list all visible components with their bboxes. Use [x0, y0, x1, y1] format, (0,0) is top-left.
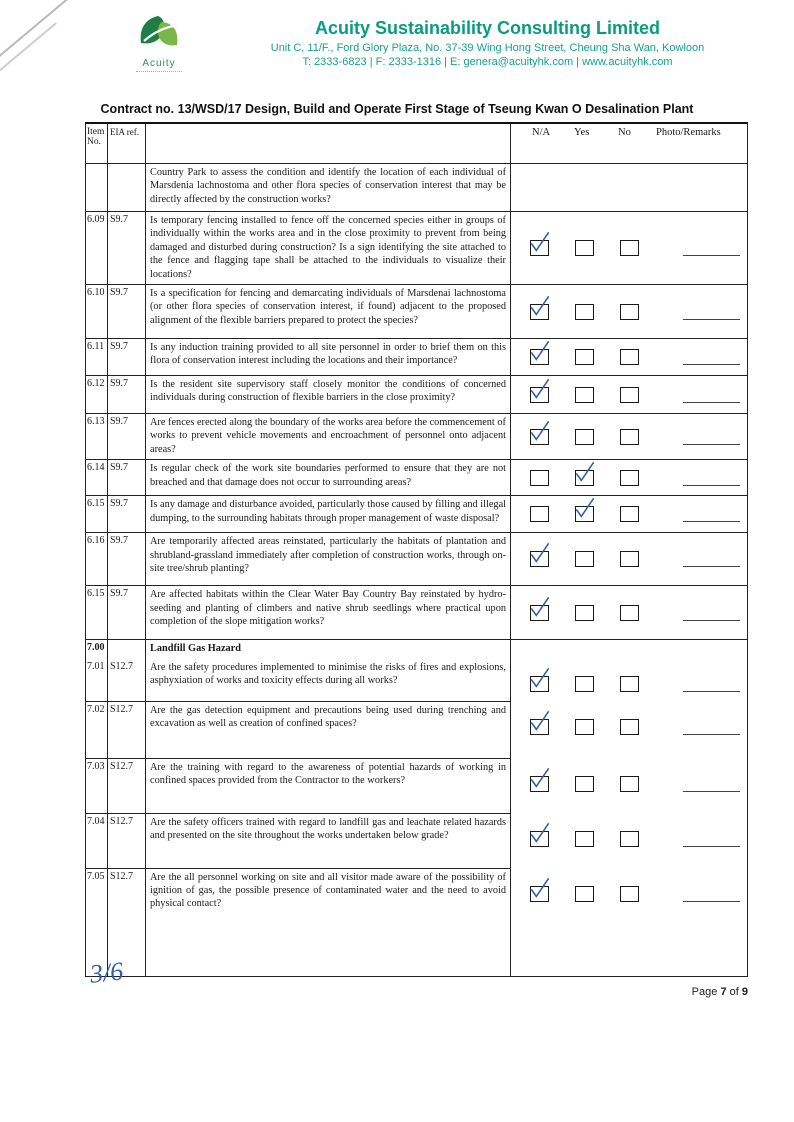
row-item-no: 6.13 [86, 414, 108, 460]
row-question: Is regular check of the work site boundaries performed to ensure that they are not breached and that damage does not occur to surrounding areas? [146, 460, 511, 496]
row-answers [511, 212, 747, 285]
logo-tagline [136, 71, 182, 75]
handwritten-tick-icon [528, 710, 552, 734]
row-item-no: 7.05 [86, 869, 108, 976]
table-row [86, 212, 747, 285]
row-item-no: 7.04 [86, 814, 108, 869]
row-eia-ref: S12.7 [108, 759, 146, 814]
table-row [86, 759, 747, 814]
company-name: Acuity Sustainability Consulting Limited [314, 18, 661, 38]
row-eia-ref: S9.7 [108, 339, 146, 376]
remarks-blank-line [683, 364, 740, 365]
row-item-no: 6.10 [86, 285, 108, 339]
row-question: Is temporary fencing installed to fence off the concerned species either in groups of individually within the works area and in the close proximity to prevent from being damaged and disturbed during construction? Is a sign identifying the site attached to the fence and flagging tape shall be attached to the individuals to visualize their locations? [146, 212, 511, 285]
row-item-no: 7.00 [86, 640, 108, 658]
row-question: Is the resident site supervisory staff closely monitor the conditions of concerned individuals during construction of flexible barriers in the close proximity? [146, 376, 511, 414]
table-row [86, 164, 747, 212]
row-question: Is a specification for fencing and demarcating individuals of Marsdenai lachnostoma (or other flora species of conservation interest, if found) adjacent to the proposed alignment of the flexible barriers prepared to protect the species? [146, 285, 511, 339]
row-item-no: 6.09 [86, 212, 108, 285]
checkbox-na [530, 304, 549, 320]
table-row [86, 640, 747, 658]
row-answers [511, 759, 747, 814]
row-eia-ref [108, 640, 146, 658]
checklist-rows [86, 164, 747, 976]
row-question: Landfill Gas Hazard [146, 640, 511, 658]
page-total: 9 [741, 986, 748, 998]
checkbox-na [530, 719, 549, 735]
row-eia-ref: S9.7 [108, 212, 146, 285]
checkbox-no [620, 387, 639, 403]
handwritten-mark: 3/6 [88, 956, 125, 989]
row-item-no: 6.11 [86, 339, 108, 376]
row-item-no: 7.01 [86, 659, 108, 702]
row-answers [511, 496, 747, 533]
row-eia-ref: S9.7 [108, 586, 146, 640]
handwritten-tick-icon [528, 596, 552, 620]
table-row [86, 533, 747, 586]
checkbox-group [511, 429, 747, 445]
checkbox-no [620, 676, 639, 692]
row-question: Are the safety officers trained with regard to landfill gas and leachate related hazards and presented on the site throughout the works undertaken below grade? [146, 814, 511, 869]
checkbox-no [620, 240, 639, 256]
row-item-no: 6.12 [86, 376, 108, 414]
row-eia-ref: S9.7 [108, 460, 146, 496]
row-item-no: 7.03 [86, 759, 108, 814]
checkbox-yes [575, 506, 594, 522]
checkbox-group [511, 387, 747, 403]
checkbox-yes [575, 605, 594, 621]
table-row [86, 814, 747, 869]
remarks-blank-line [683, 402, 740, 403]
company-logo [124, 14, 194, 75]
row-answers [511, 414, 747, 460]
checkbox-no [620, 349, 639, 365]
header-col-photo-remarks: Photo/Remarks [656, 127, 721, 138]
handwritten-tick-icon [528, 767, 552, 791]
checkbox-no [620, 776, 639, 792]
handwritten-tick-icon [528, 295, 552, 319]
row-item-no: 6.16 [86, 533, 108, 586]
row-answers [511, 659, 747, 702]
checkbox-group [511, 551, 747, 567]
row-question: Are affected habitats within the Clear Water Bay Country Bay reinstated by hydro-seeding and planting of climbers and native shrub seedlings where practical upon completion of the slope mitigation works? [146, 586, 511, 640]
header-eia-ref: EIA ref. [108, 124, 146, 164]
row-eia-ref: S9.7 [108, 414, 146, 460]
table-row [86, 285, 747, 339]
handwritten-tick-icon [573, 497, 597, 521]
row-answers [511, 586, 747, 640]
checkbox-group [511, 304, 747, 320]
row-answers [511, 285, 747, 339]
checkbox-no [620, 551, 639, 567]
header-col-yes: Yes [574, 127, 590, 138]
row-answers [511, 640, 747, 658]
remarks-blank-line [683, 255, 740, 256]
checkbox-no [620, 605, 639, 621]
handwritten-tick-icon [528, 542, 552, 566]
row-question: Are the training with regard to the awareness of potential hazards of working in confined spaces provided from the Contractor to the workers? [146, 759, 511, 814]
table-row [86, 376, 747, 414]
checkbox-na [530, 470, 549, 486]
checkbox-group [511, 605, 747, 621]
row-item-no: 6.15 [86, 586, 108, 640]
checkbox-group [511, 886, 747, 902]
row-eia-ref: S9.7 [108, 285, 146, 339]
checkbox-no [620, 304, 639, 320]
checkbox-na [530, 776, 549, 792]
acuity-leaf-logo-icon [132, 14, 186, 52]
handwritten-tick-icon [528, 340, 552, 364]
header-question-col [146, 124, 511, 164]
checklist-table [85, 122, 748, 977]
row-question: Are the all personnel working on site and all visitor made aware of the possibility of ignition of gas, the possible presence of contaminated water and the need to avoid physical contact? [146, 869, 511, 976]
checkbox-no [620, 470, 639, 486]
table-row [86, 869, 747, 976]
company-address: Unit C, 11/F., Ford Glory Plaza, No. 37-39 Wing Hong Street, Cheung Sha Wan, Kowloon [270, 42, 705, 54]
checkbox-yes [575, 304, 594, 320]
page-number [692, 986, 748, 998]
checkbox-na [530, 349, 549, 365]
row-item-no: 6.14 [86, 460, 108, 496]
checkbox-na [530, 551, 549, 567]
row-item-no: 7.02 [86, 702, 108, 759]
row-eia-ref: S9.7 [108, 376, 146, 414]
row-question: Is any damage and disturbance avoided, particularly those caused by filling and illegal dumping, to the surrounding habitats through proper management of waste disposal? [146, 496, 511, 533]
checkbox-na [530, 886, 549, 902]
remarks-blank-line [683, 691, 740, 692]
row-question: Are temporarily affected areas reinstated, particularly the habitats of plantation and shrubland-grassland immediately after completion of construction works, through on-site tree/shrub planting? [146, 533, 511, 586]
checkbox-no [620, 506, 639, 522]
page-label: Page [691, 986, 718, 998]
handwritten-tick-icon [528, 877, 552, 901]
row-eia-ref: S9.7 [108, 496, 146, 533]
handwritten-tick-icon [573, 461, 597, 485]
checkbox-yes [575, 831, 594, 847]
checkbox-yes [575, 429, 594, 445]
table-row [86, 496, 747, 533]
table-row [86, 460, 747, 496]
handwritten-tick-icon [528, 420, 552, 444]
remarks-blank-line [683, 846, 740, 847]
page-of-label: of [729, 986, 739, 998]
remarks-blank-line [683, 734, 740, 735]
remarks-blank-line [683, 485, 740, 486]
row-eia-ref [108, 164, 146, 212]
row-item-no [86, 164, 108, 212]
header-item-no: Item No. [86, 124, 108, 164]
checkbox-group [511, 506, 747, 522]
checkbox-na [530, 240, 549, 256]
row-answers [511, 376, 747, 414]
row-question: Are fences erected along the boundary of the works area before the commencement of works to prevent vehicle movements and encroachment of personnel onto adjacent areas? [146, 414, 511, 460]
checkbox-group [511, 470, 747, 486]
row-eia-ref: S12.7 [108, 814, 146, 869]
remarks-blank-line [683, 791, 740, 792]
row-item-no: 6.15 [86, 496, 108, 533]
company-contacts: T: 2333-6823 | F: 2333-1316 | E: genera@acuityhk.com | www.acuityhk.com [302, 56, 673, 68]
row-eia-ref: S12.7 [108, 659, 146, 702]
checkbox-group [511, 240, 747, 256]
checkbox-yes [575, 551, 594, 567]
remarks-blank-line [683, 566, 740, 567]
row-eia-ref: S12.7 [108, 869, 146, 976]
row-question: Are the gas detection equipment and precautions being used during trenching and excavation as well as creation of confined spaces? [146, 702, 511, 759]
logo-wordmark: Acuity [142, 58, 176, 69]
row-answers [511, 164, 747, 212]
row-answers [511, 339, 747, 376]
checkbox-yes [575, 776, 594, 792]
row-question: Are the safety procedures implemented to minimise the risks of fires and explosions, asphyxiation of works and toxicity effects during all works? [146, 659, 511, 702]
checkbox-na [530, 831, 549, 847]
remarks-blank-line [683, 620, 740, 621]
table-header-row [86, 124, 747, 164]
checkbox-na [530, 429, 549, 445]
handwritten-tick-icon [528, 231, 552, 255]
table-row [86, 586, 747, 640]
checkbox-group [511, 719, 747, 735]
handwritten-tick-icon [528, 822, 552, 846]
handwritten-tick-icon [528, 667, 552, 691]
row-answers [511, 702, 747, 759]
row-eia-ref: S9.7 [108, 533, 146, 586]
row-answers [511, 814, 747, 869]
header-answers [511, 124, 747, 164]
header-col-na: N/A [532, 127, 551, 138]
header-col-no: No [618, 127, 631, 138]
checkbox-na [530, 676, 549, 692]
row-answers [511, 869, 747, 976]
page-current: 7 [720, 986, 727, 998]
checkbox-yes [575, 387, 594, 403]
checkbox-yes [575, 719, 594, 735]
handwritten-tick-icon [528, 378, 552, 402]
row-eia-ref: S12.7 [108, 702, 146, 759]
row-answers [511, 460, 747, 496]
checkbox-no [620, 831, 639, 847]
checkbox-no [620, 886, 639, 902]
table-row [86, 659, 747, 702]
checkbox-group [511, 676, 747, 692]
table-row [86, 414, 747, 460]
table-row [86, 702, 747, 759]
table-row [86, 339, 747, 376]
contract-title: Contract no. 13/WSD/17 Design, Build and Operate First Stage of Tseung Kwan O Desalination Plant [100, 102, 694, 116]
row-question: Is any induction training provided to all site personnel in order to brief them on this flora of conservation interest including the locations and their importance? [146, 339, 511, 376]
checkbox-yes [575, 349, 594, 365]
remarks-blank-line [683, 319, 740, 320]
row-question: Country Park to assess the condition and identify the location of each individual of Marsdenia lachnostoma and other flora species of conservation interest that may be directly affected by the construction works? [146, 164, 511, 212]
remarks-blank-line [683, 521, 740, 522]
checkbox-yes [575, 676, 594, 692]
checkbox-na [530, 506, 549, 522]
remarks-blank-line [683, 901, 740, 902]
checkbox-yes [575, 886, 594, 902]
letterhead [0, 0, 794, 90]
remarks-blank-line [683, 444, 740, 445]
row-answers [511, 533, 747, 586]
checkbox-no [620, 719, 639, 735]
checkbox-group [511, 776, 747, 792]
checkbox-yes [575, 240, 594, 256]
checkbox-no [620, 429, 639, 445]
checkbox-group [511, 349, 747, 365]
checkbox-na [530, 605, 549, 621]
checkbox-yes [575, 470, 594, 486]
checkbox-na [530, 387, 549, 403]
checkbox-group [511, 831, 747, 847]
